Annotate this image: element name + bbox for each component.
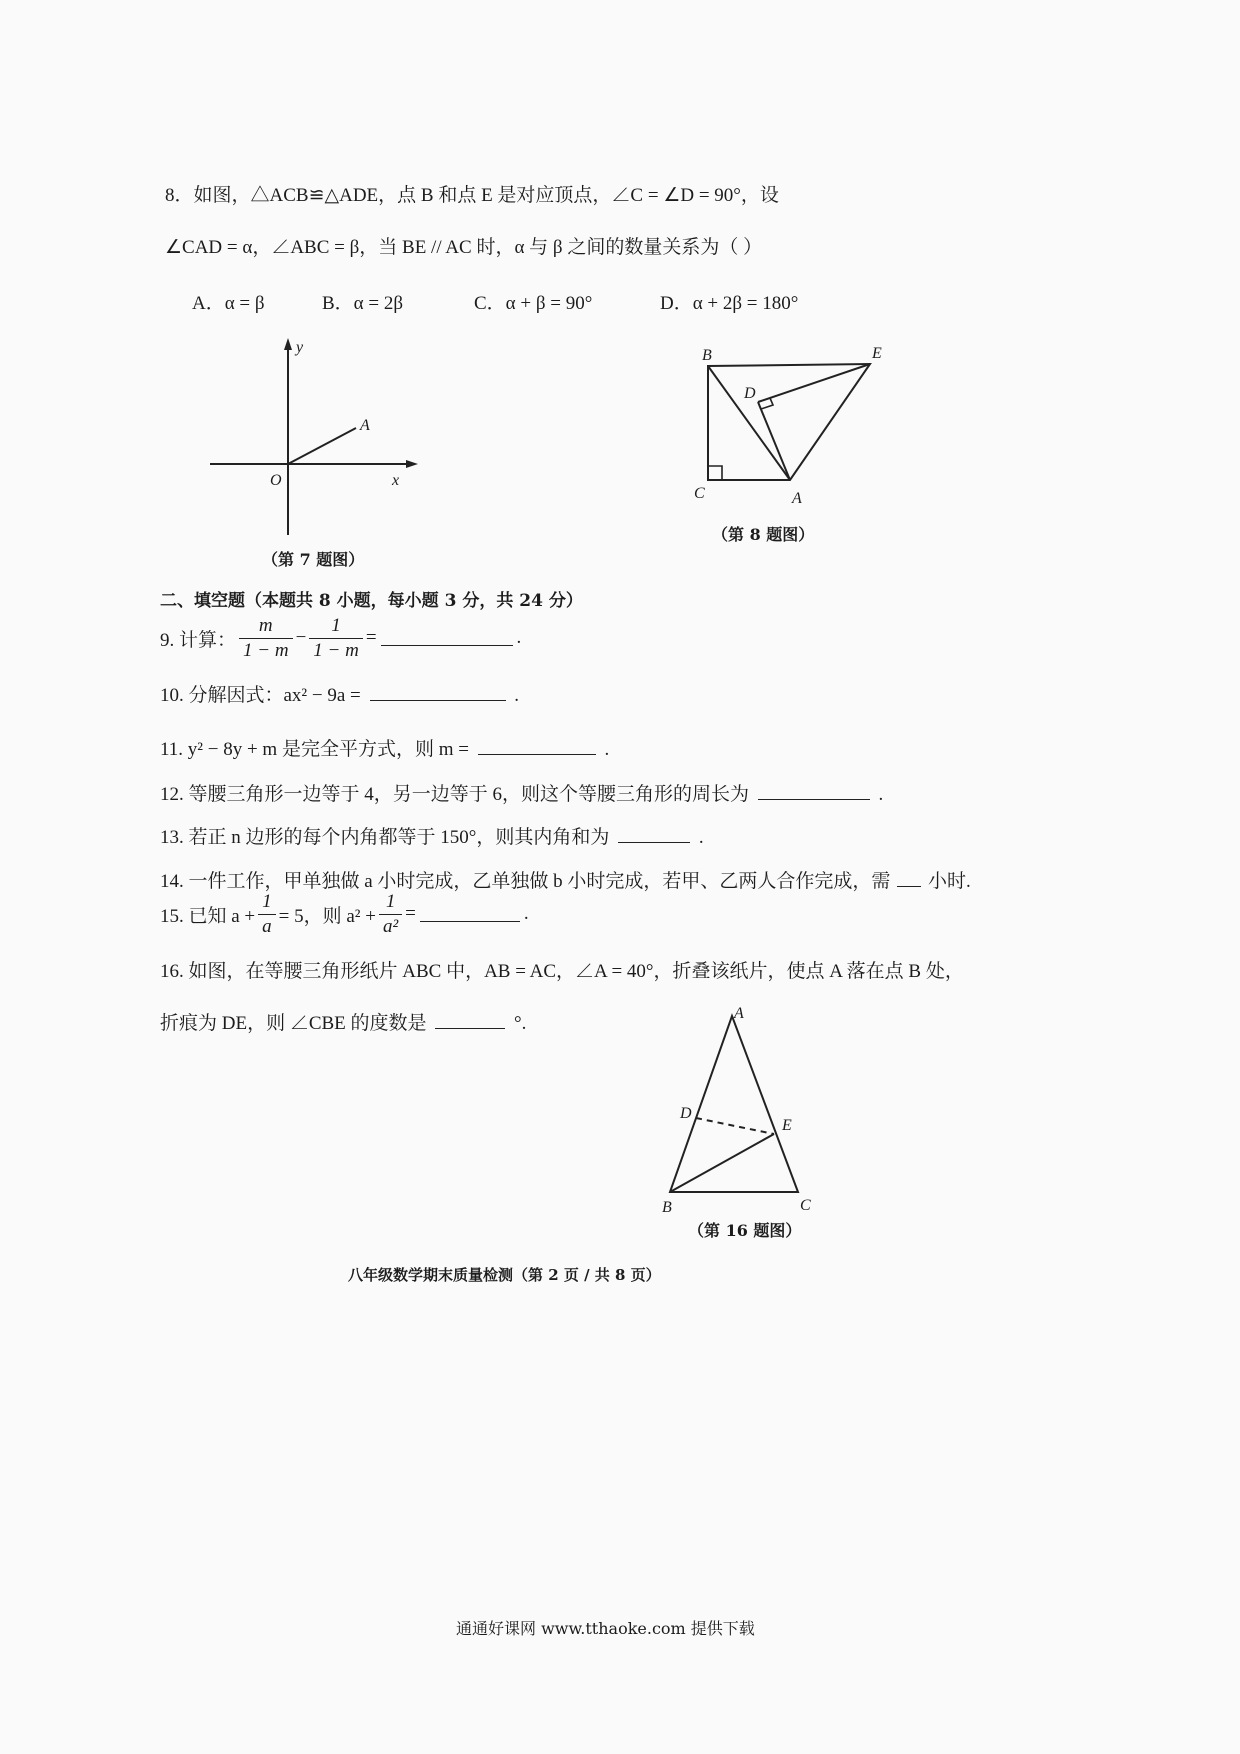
- q16-answer-blank[interactable]: [435, 1014, 505, 1029]
- q15-fraction-1: [258, 890, 276, 939]
- q15-eq: =: [405, 903, 416, 924]
- q10-end: .: [514, 685, 519, 706]
- label-e: E: [872, 345, 882, 362]
- q13-answer-blank[interactable]: [618, 828, 690, 843]
- q9-end: .: [516, 627, 522, 648]
- q12-end: .: [878, 784, 884, 805]
- label-a: A: [360, 417, 370, 434]
- q9-eq: =: [365, 627, 377, 648]
- q12: [160, 779, 883, 806]
- q15-num1: 1: [258, 890, 276, 915]
- q9-minus: −: [295, 627, 307, 648]
- q13-text: 13. 若正 n 边形的每个内角都等于 150°，则其内角和为: [160, 827, 610, 848]
- fig7-caption: （第 7 题图）: [262, 550, 365, 569]
- q10-text: 10. 分解因式：ax² − 9a =: [160, 685, 361, 706]
- segment-de: [758, 364, 870, 402]
- q16-line2: 折痕为 DE，则 ∠CBE 的度数是: [160, 1013, 427, 1034]
- figure-8: [680, 340, 910, 520]
- ray-oa: [288, 428, 356, 464]
- label-b: B: [662, 1199, 672, 1216]
- q14-end: 小时.: [927, 871, 971, 892]
- y-axis-arrow: [284, 338, 292, 350]
- q8-option-d: D．α + 2β = 180°: [660, 293, 799, 314]
- figure-16: [650, 1000, 830, 1220]
- fig16-caption: （第 16 题图）: [688, 1221, 802, 1240]
- label-d: D: [744, 385, 756, 402]
- q8-option-a: A．α = β: [192, 293, 265, 314]
- q9-fraction-2: [309, 614, 363, 663]
- q8-line2: ∠CAD = α，∠ABC = β，当 BE // AC 时，α 与 β 之间的数量关系为（ ）: [165, 237, 763, 258]
- q10-answer-blank[interactable]: [370, 686, 506, 701]
- q9-answer-blank[interactable]: [381, 631, 513, 646]
- q8-line1: 8．如图，△ACB≌△ADE，点 B 和点 E 是对应顶点，∠C = ∠D = 90°，设: [165, 185, 779, 206]
- q13-end: .: [698, 827, 704, 848]
- q14-answer-blank[interactable]: [897, 872, 921, 887]
- q9-prefix: 9. 计算：: [160, 629, 237, 651]
- q9-den1: 1 − m: [243, 639, 289, 661]
- label-a: A: [792, 490, 802, 507]
- q11-answer-blank[interactable]: [478, 740, 596, 755]
- q9-num1: m: [239, 614, 293, 639]
- q9-num2: 1: [309, 614, 363, 639]
- q8-option-b: B．α = 2β: [322, 293, 404, 314]
- q15-prefix: 15. 已知 a +: [160, 905, 256, 927]
- q15-num2: 1: [379, 890, 402, 915]
- label-a: A: [734, 1005, 744, 1022]
- segment-be: [670, 1134, 774, 1192]
- fold-line-de: [696, 1118, 774, 1134]
- q14-text: 14. 一件工作，甲单独做 a 小时完成，乙单独做 b 小时完成，若甲、乙两人合作完成，需: [160, 871, 891, 892]
- q16-line2-wrap: [160, 1008, 526, 1035]
- fig8-caption: （第 8 题图）: [712, 525, 815, 544]
- q9: [160, 610, 521, 666]
- q15: [160, 886, 529, 942]
- right-angle-c: [708, 466, 722, 480]
- q15-den2: a²: [382, 915, 399, 937]
- segment-ba: [708, 366, 790, 480]
- q9-fraction-1: [239, 614, 293, 663]
- label-d: D: [680, 1105, 692, 1122]
- label-b: B: [702, 347, 712, 364]
- q15-end: .: [523, 903, 529, 924]
- label-c: C: [694, 485, 705, 502]
- q11-text: 11. y² − 8y + m 是完全平方式，则 m =: [160, 739, 469, 760]
- q12-answer-blank[interactable]: [758, 785, 870, 800]
- q15-answer-blank[interactable]: [420, 907, 520, 922]
- label-c: C: [800, 1197, 811, 1214]
- q10: [160, 680, 519, 707]
- figure-7: [200, 330, 430, 550]
- label-y: y: [296, 339, 304, 356]
- q13: [160, 822, 704, 849]
- q15-den1: a: [262, 915, 272, 937]
- q15-mid: = 5，则 a² +: [278, 905, 376, 927]
- label-o: O: [270, 472, 282, 489]
- triangle-abc: [670, 1016, 798, 1192]
- label-e: E: [782, 1117, 792, 1134]
- q11: [160, 734, 609, 761]
- q9-den2: 1 − m: [313, 639, 359, 661]
- quadrilateral-bead: [708, 364, 870, 480]
- section-2-title: 二、填空题（本题共 8 小题，每小题 3 分，共 24 分）: [160, 591, 583, 611]
- q16-end: °.: [514, 1013, 527, 1034]
- q12-text: 12. 等腰三角形一边等于 4，另一边等于 6，则这个等腰三角形的周长为: [160, 784, 750, 805]
- q11-end: .: [604, 739, 610, 760]
- x-axis-arrow: [406, 460, 418, 468]
- q15-fraction-2: [379, 890, 402, 939]
- q16-line1: 16. 如图，在等腰三角形纸片 ABC 中，AB = AC，∠A = 40°，折叠该纸片，使点 A 落在点 B 处，: [160, 961, 964, 982]
- label-x: x: [392, 472, 400, 489]
- q8-option-c: C．α + β = 90°: [474, 293, 593, 314]
- page-footer: 八年级数学期末质量检测（第 2 页 / 共 8 页）: [348, 1266, 661, 1284]
- watermark-text: 通通好课网 www.tthaoke.com 提供下载: [456, 1619, 755, 1638]
